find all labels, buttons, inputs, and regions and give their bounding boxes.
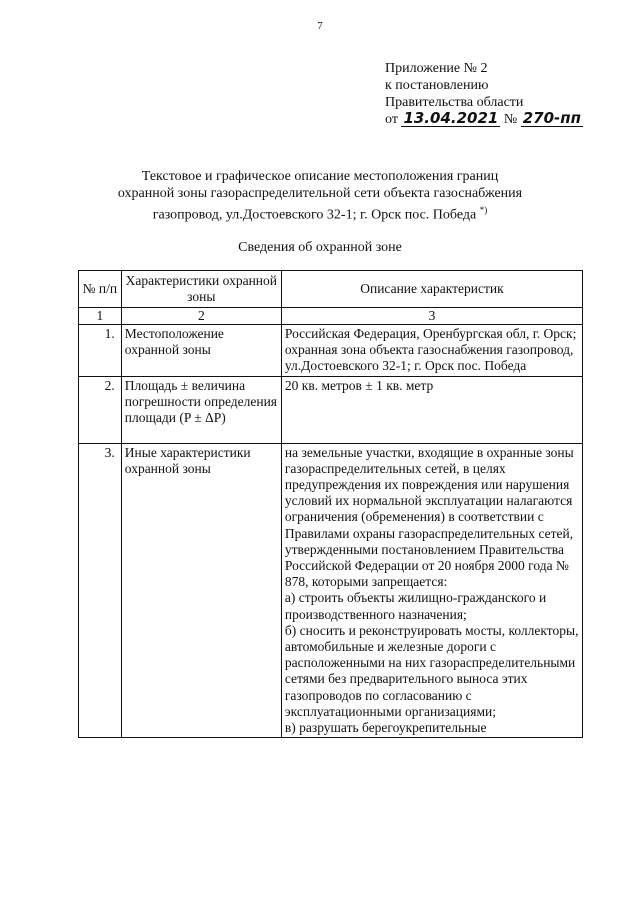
description-paragraph: на земельные участки, входящие в охранные зоны газораспределительных сетей, в целях предупреждения их повреждения или нарушения условий их нормальной эксплуатации налагаются ограничения (обременения) в соответствии с Правилами охраны газораспределительных сетей, утвержденными постановлением Правительства Российской Федерации от 20 ноября 2000 года № 878, которыми запрещается: [284, 444, 574, 590]
handwritten-number: 270-пп [522, 109, 581, 127]
title-line-1: Текстовое и графическое описание местоположения границ [141, 169, 499, 184]
section-title: Сведения об охранной зоне [238, 240, 402, 255]
column-number: 1 [79, 308, 122, 325]
row-characteristic: Местоположение охранной зоны [121, 325, 281, 377]
page-number: 7 [317, 20, 323, 32]
protection-zone-table [78, 270, 583, 738]
row-characteristic: Иные характеристики охранной зоны [121, 443, 281, 738]
table-row [79, 443, 583, 738]
title-line-2: охранной зоны газораспределительной сети объекта газоснабжения [117, 186, 523, 201]
row-number: 3. [79, 443, 122, 738]
appendix-from: от [385, 112, 398, 127]
footnote-mark: *) [479, 205, 488, 215]
appendix-line-2: к постановлению [385, 78, 489, 93]
row-number: 1. [79, 325, 122, 377]
table-row [79, 376, 583, 443]
appendix-line-1: Приложение № 2 [385, 61, 488, 76]
table-header-row [79, 271, 583, 308]
handwritten-date: 13.04.2021 [403, 109, 499, 127]
table-row [79, 325, 583, 377]
column-number-row [79, 308, 583, 325]
header-number: № п/п [79, 271, 122, 308]
description-paragraph: Российская Федерация, Оренбургская обл, г. Орск; охранная зона объекта газоснабжения газопровод, ул.Достоевского 32-1; г. Орск пос. Победа [284, 326, 577, 374]
appendix-number-sign: № [503, 112, 518, 127]
column-number: 2 [121, 308, 281, 325]
description-paragraph: в) разрушать берегоукрепительные [284, 720, 487, 736]
row-number: 2. [79, 376, 122, 443]
row-characteristic: Площадь ± величина погрешности определения площади (P ± ΔP) [121, 376, 281, 443]
row-description [281, 325, 582, 377]
title-line-3 [0, 202, 640, 224]
appendix-line-4 [385, 111, 583, 128]
description-paragraph: а) строить объекты жилищно-гражданского и производственного назначения; [284, 590, 547, 622]
column-number: 3 [281, 308, 582, 325]
row-description [281, 376, 582, 443]
document-title [0, 168, 640, 224]
title-line-3-text: газопровод, ул.Достоевского 32-1; г. Орск пос. Победа [152, 207, 477, 223]
row-description [281, 443, 582, 738]
appendix-block [385, 60, 583, 128]
description-paragraph: б) сносить и реконструировать мосты, коллекторы, автомобильные и железные дороги с расположенными на них газораспределительными сетями без предварительного выноса этих газопроводов по согласованию с эксплуатационными организациями; [284, 622, 579, 719]
header-description: Описание характеристик [281, 271, 582, 308]
header-characteristic: Характеристики охранной зоны [121, 271, 281, 308]
description-paragraph: 20 кв. метров ± 1 кв. метр [284, 377, 434, 393]
appendix-line-3: Правительства области [385, 95, 524, 110]
